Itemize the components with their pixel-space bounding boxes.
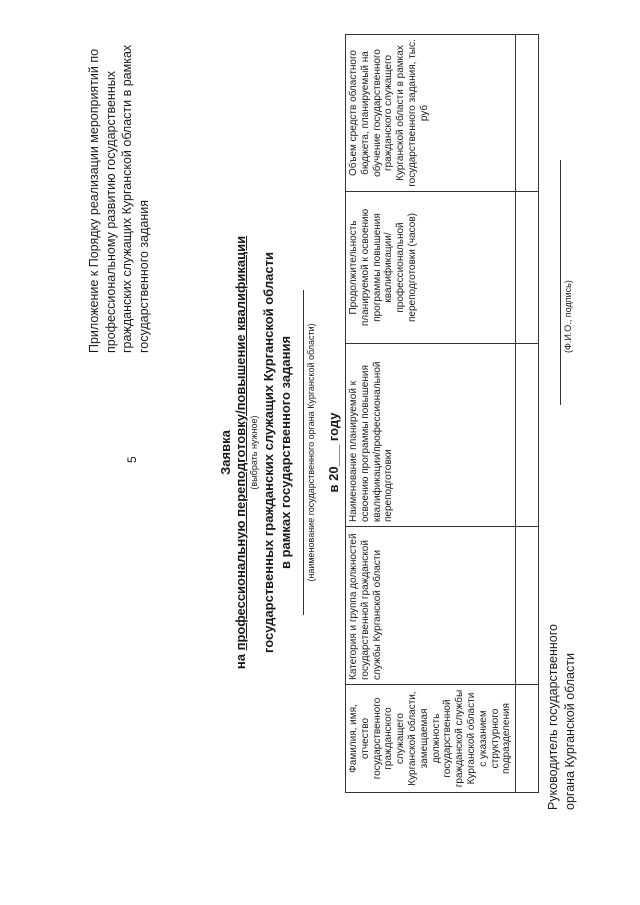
header-budget-volume: Объем средств областного бюджета, планируемый на обучение государственного гражданского служащего Курганской области в рамках государственного задания, тыс. руб <box>346 35 516 192</box>
header-duration: Продолжительность планируемой к освоению программы повышения квалификации/профессиональной переподготовки (часов) <box>346 192 516 344</box>
header-program-name: Наименование планируемой к освоению программы повышения квалификации/профессиональной переподготовки <box>346 344 516 527</box>
choose-hint: (выбрать нужное) <box>249 415 259 490</box>
table-cell <box>516 685 539 793</box>
document-title: Заявка <box>218 430 233 475</box>
header-category-group: Категория и группа должностей государственной гражданской службы Курганской области <box>346 527 516 685</box>
title-line-servants: государственных гражданских служащих Курганской области <box>261 252 276 653</box>
appendix-note: Приложение к Порядку реализации мероприятий по профессиональному развитию государственных гражданских служащих Курганской области в рамках государственного задания <box>87 44 151 353</box>
org-name-hint: (наименование государственного органа Курганской области) <box>306 323 316 582</box>
header-full-name-position: Фамилия, имя, отчество государственного гражданского служащего Курганской области, замещаемая должность государственной гражданской службы Курганской области с указанием структурного подразделения <box>346 685 516 793</box>
signature-position: Руководитель государственного органа Курганской области <box>546 624 577 810</box>
table-cell <box>516 35 539 192</box>
year-line: в 20___ году <box>326 412 341 493</box>
table-header-row <box>346 35 516 793</box>
table-row <box>516 35 539 793</box>
title-prefix: на <box>233 650 248 670</box>
org-name-line <box>303 290 304 615</box>
title-training-type: профессиональную переподготовку/повышение квалификации <box>233 235 248 651</box>
table-cell <box>516 344 539 527</box>
title-line-training-type <box>233 0 248 905</box>
page-number: 5 <box>125 456 139 463</box>
signature-hint: (Ф.И.О., подпись) <box>563 280 573 353</box>
application-table <box>345 34 539 793</box>
table-cell <box>516 527 539 685</box>
title-line-state-task: в рамках государственного задания <box>278 335 293 570</box>
signature-line <box>560 160 561 405</box>
table-cell <box>516 192 539 344</box>
